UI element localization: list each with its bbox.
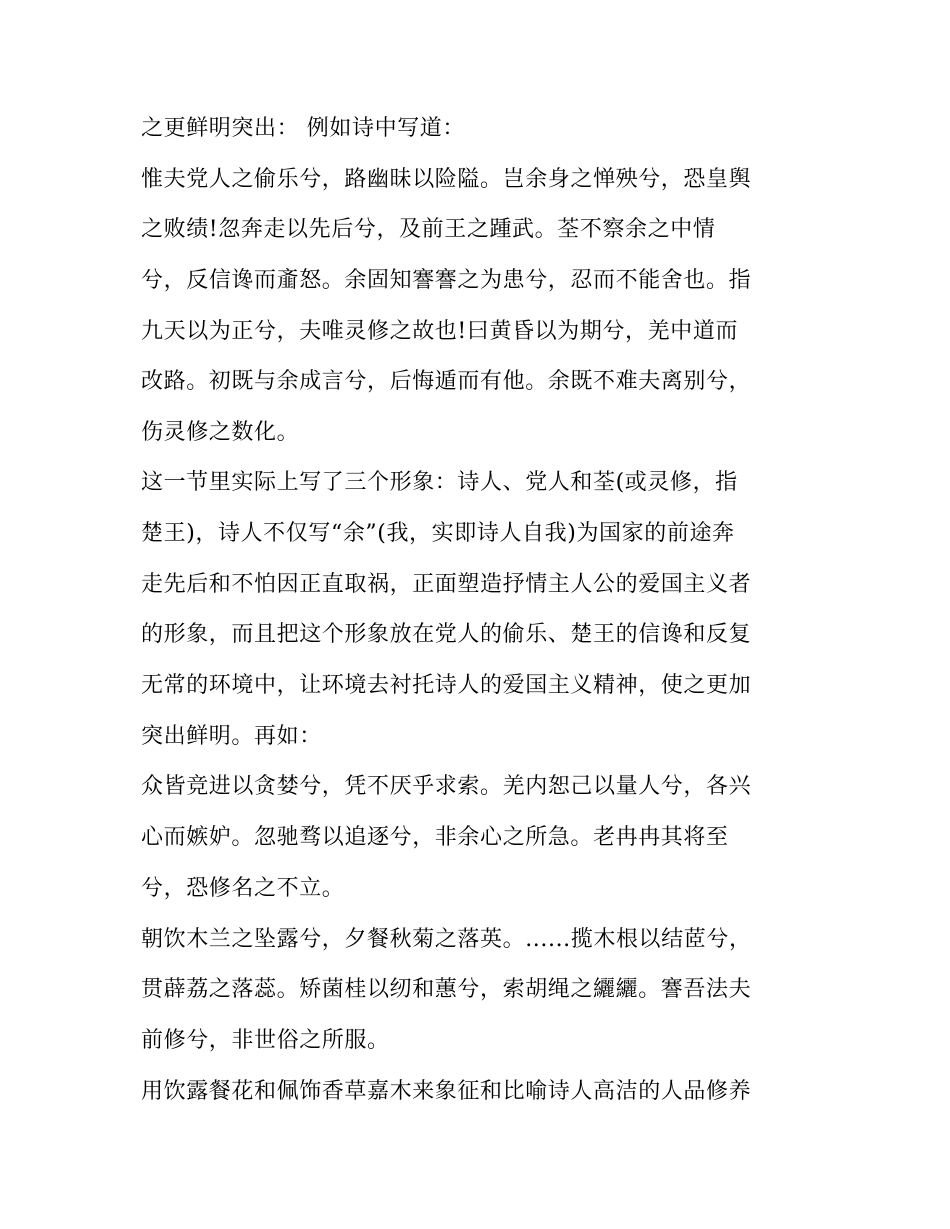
text-line: 之败绩!忽奔走以先后兮，及前王之踵武。荃不察余之中情 bbox=[141, 217, 716, 242]
text-line: 兮，反信谗而齑怒。余固知謇謇之为患兮，忍而不能舍也。指 bbox=[141, 268, 752, 293]
text-line: 之更鲜明突出： 例如诗中写道： bbox=[141, 116, 465, 141]
text-line: 惟夫党人之偷乐兮，路幽昧以险隘。岂余身之惮殃兮，恐皇舆 bbox=[141, 167, 752, 192]
text-line: 众皆竞进以贪婪兮，凭不厌乎求索。羌内恕己以量人兮，各兴 bbox=[141, 774, 752, 799]
text-line: 这一节里实际上写了三个形象：诗人、党人和荃(或灵修，指 bbox=[141, 470, 738, 495]
text-line: 的形象，而且把这个形象放在党人的偷乐、楚王的信谗和反复 bbox=[141, 622, 752, 647]
text-line: 用饮露餐花和佩饰香草嘉木来象征和比喻诗人高洁的人品修养 bbox=[141, 1079, 752, 1104]
text-line: 前修兮，非世俗之所服。 bbox=[141, 1028, 390, 1053]
text-line: 走先后和不怕因正直取祸，正面塑造抒情主人公的爱国主义者 bbox=[141, 572, 752, 597]
text-line: 突出鲜明。再如： bbox=[141, 724, 322, 749]
text-line: 朝饮木兰之坠露兮，夕餐秋菊之落英。......揽木根以结茝兮， bbox=[141, 927, 752, 952]
text-line: 改路。初既与余成言兮，后悔遁而有他。余既不难夫离别兮， bbox=[141, 369, 752, 394]
text-line: 心而嫉妒。忽驰骛以追逐兮，非余心之所急。老冉冉其将至 bbox=[141, 825, 729, 850]
text-line: 贯薜荔之落蕊。矫菌桂以纫和蕙兮，索胡绳之纚纚。謇吾法夫 bbox=[141, 977, 752, 1002]
text-line: 兮，恐修名之不立。 bbox=[141, 876, 345, 901]
text-line: 楚王)，诗人不仅写“余”(我，实即诗人自我)为国家的前途奔 bbox=[141, 521, 735, 546]
text-line: 九天以为正兮，夫唯灵修之故也!曰黄昏以为期兮，羌中道而 bbox=[141, 319, 739, 344]
text-line: 无常的环境中，让环境去衬托诗人的爱国主义精神，使之更加 bbox=[141, 673, 752, 698]
text-line: 伤灵修之数化。 bbox=[141, 420, 300, 445]
